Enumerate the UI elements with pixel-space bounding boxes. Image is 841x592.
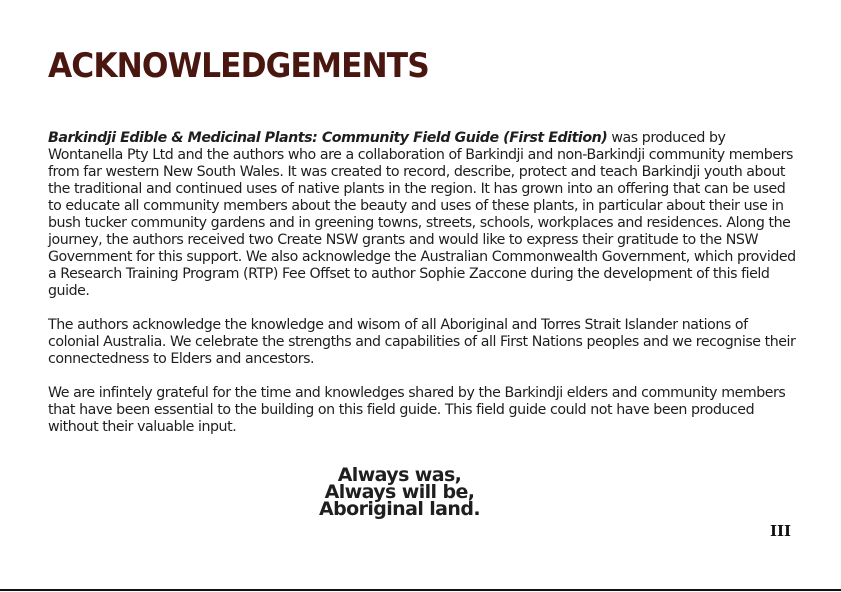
paragraph-gratitude: We are infintely grateful for the time and knowledges shared by the Barkindji elders and community members that have been essential to the building on this field guide. This field guide could not have been produced without their valuable input.	[48, 385, 786, 435]
acknowledgements-body	[48, 130, 798, 453]
bottom-divider	[0, 589, 841, 591]
paragraph-acknowledgement-of-country: The authors acknowledge the knowledge and wisom of all Aboriginal and Torres Strait Islander nations of colonial Australia. We celebrate the strengths and capabilities of all First Nations peoples and we recognise their connectedness to Elders and ancestors.	[48, 317, 796, 367]
paragraph-intro-text: was produced by Wontanella Pty Ltd and the authors who are a collaboration of Barkindji and non-Barkindji community members from far western New South Wales. It was created to record, describe, protect and teach Barkindji youth about the traditional and continued uses of native plants in the region. It has grown into an offering that can be used to educate all community members about the beauty and uses of these plants, in particular about their use in bush tucker community gardens and in greening towns, streets, schools, workplaces and residences. Along the journey, the authors received two Create NSW grants and would like to express their gratitude to the NSW Government for this support. We also acknowledge the Australian Commonwealth Government, which provided a Research Training Program (RTP) Fee Offset to author Sophie Zaccone during the development of this field guide.	[48, 130, 796, 299]
motto-line-2: Always will be,	[324, 481, 475, 503]
motto-block	[0, 464, 841, 520]
page-number: III	[769, 522, 791, 540]
field-guide-title: Barkindji Edible & Medicinal Plants: Community Field Guide (First Edition)	[48, 130, 608, 146]
motto-line-3: Aboriginal land.	[319, 498, 480, 520]
motto-line-1: Always was,	[337, 464, 462, 486]
page-title: ACKNOWLEDGEMENTS	[48, 46, 429, 86]
paragraph-intro	[48, 130, 798, 300]
